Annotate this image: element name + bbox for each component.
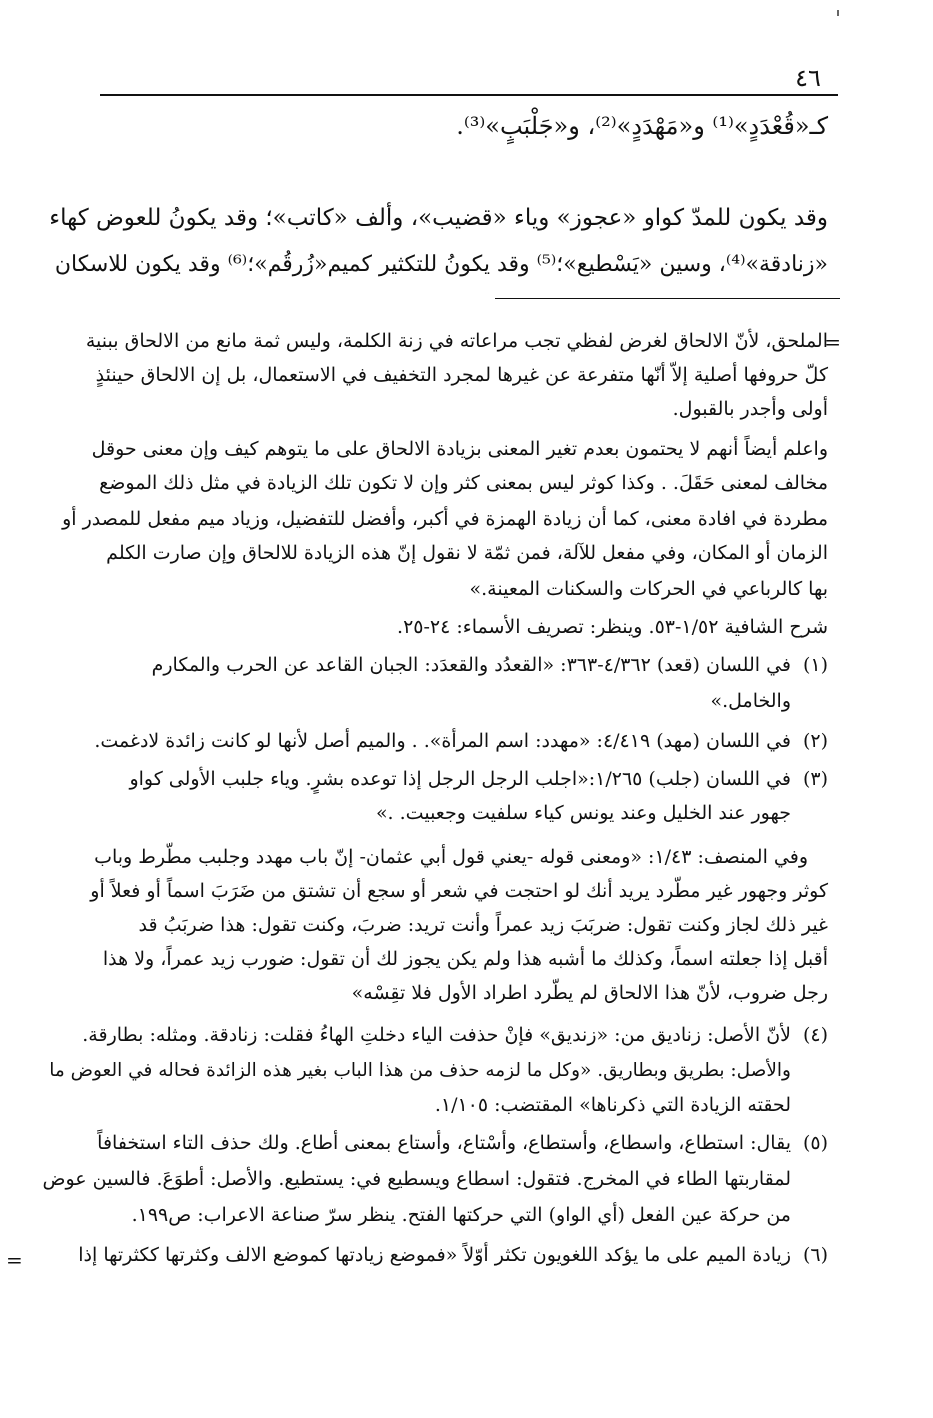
footnote-separator	[495, 298, 840, 299]
footnote-line: مطردة في افادة معنى، كما أن زيادة الهمزة في أكبر، وأفضل للتفضيل، وزياد ميم مفعل للمصدر أو	[62, 508, 828, 530]
footnote-line: والأصل: بطريق وبطاريق. «وكل ما لزمه حذف من هذا الباب بغير هذه الزائدة فحاله في العوض ما	[49, 1060, 791, 1081]
footnote-line: أقبل إذا جعلته اسماً، وكذلك ما أشبه هذا ولم يكن يجوز لك أن تقول: ضورب زيد عمراً، ولا هذا	[102, 948, 828, 970]
footnote-line: أولى وأجدر بالقبول.	[672, 398, 828, 420]
continuation-mark-end: =	[6, 1248, 23, 1272]
footnote-line: جهور عند الخليل وعند يونس كياء سلفيت وجعبيت. .»	[375, 802, 791, 824]
main-line-1: كـ«قُعْدَدٍ»⁽¹⁾ و«مَهْدَدٍ»⁽²⁾، و«جَلْبَبٍ»⁽³⁾.	[456, 112, 828, 140]
footnote-line: كلّ حروفها أصلية إلاّ أنّها متفرعة عن غيرها لمجرد التخفيف في الاستعمال، بل إن الالحاق حينئذٍ	[95, 364, 828, 386]
footnote-line: وفي المنصف: ١/٤٣: «ومعنى قوله -يعني قول أبي عثمان- إنّ باب مهدد وجلبب مطّرط وباب	[94, 846, 808, 868]
footnote-line: والخامل.»	[710, 690, 791, 712]
footnote-line: زيادة الميم على ما يؤكد اللغويون تكثر أوّلاً «فموضع زيادتها كموضع الالف وكثرتها ككثرتها إذا	[78, 1244, 791, 1266]
footnote-line: في اللسان (جلب) ١/٢٦٥:«اجلب الرجل الرجل إذا توعده بشرٍ. وياء جلبب الأولى كواو	[129, 768, 791, 790]
footnote-number: (٣)	[802, 768, 828, 790]
footnote-number: (٢)	[802, 730, 828, 752]
footnote-number: (٤)	[802, 1024, 828, 1046]
main-line-2: وقد يكون للمدّ كواو «عجوز» وياء «قضيب»، وألف «كاتب»؛ وقد يكونُ للعوض كهاء	[49, 205, 828, 231]
footnote-line: في اللسان (مهد) ٤/٤١٩: «مهدد: اسم المرأة». . والميم أصل لأنها لو كانت زائدة لادغمت.	[94, 730, 791, 752]
footnote-line: الزمان أو المكان، وفي مفعل للآلة، فمن ثمّة لا نقول إنّ هذه الزيادة للالحاق وإن صارت الكلم	[106, 542, 828, 564]
footnote-number: (٥)	[802, 1132, 828, 1154]
footnote-line: في اللسان (قعد) ٤/٣٦٢-٣٦٣: «القعدُد والقعدَد: الجبان القاعد عن الحرب والمكارم	[151, 654, 791, 676]
footnote-line: لحقته الزيادة التي ذكرناها» المقتضب: ١/١٠٥.	[434, 1094, 791, 1116]
page-number: ٤٦	[795, 64, 821, 92]
footnote-line: لأنّ الأصل: زناديق من: «زنديق» فإنْ حذفت الياء دخلتِ الهاءُ فقلت: زنادقة. ومثله: بطارقة.	[82, 1024, 791, 1046]
footnote-line: واعلم أيضاً أنهم لا يحتمون بعدم تغير المعنى بزيادة الالحاق على ما يتوهم كيف وإن معنى حوقل	[91, 438, 828, 460]
continuation-mark: =	[824, 330, 841, 354]
footnote-line: شرح الشافية ١/٥٢-٥٣. وينظر: تصريف الأسماء: ٢٤-٢٥.	[397, 616, 828, 638]
footnote-line: كوثر وجهور غير مطّرد يريد أنك لو احتجت في شعر أو سجع أن تشتق من ضَرَبَ اسماً أو فعلاً أو	[90, 880, 828, 902]
footnote-line: غير ذلك لجاز وكنت تقول: ضربَبَ زيد عمراً وأنت تريد: ضربَ، وكنت تقول: هذا ضربَبُ قد	[138, 914, 828, 936]
footnote-line: بها كالرباعي في الحركات والسكنات المعينة.»	[469, 578, 828, 600]
footnote-line: من حركة عين الفعل (أي الواو) التي حركتها الفتح. ينظر سرّ صناعة الاعراب: ص١٩٩.	[131, 1204, 791, 1226]
footnote-line: يقال: استطاع، واسطاع، وأستطاع، وأسْتاع، وأستاع بمعنى أطاع. ولك حذف التاء استخفافاً	[97, 1132, 791, 1154]
scan-mark	[837, 10, 839, 16]
footnote-number: (٦)	[802, 1244, 828, 1266]
footnote-line: الملحق، لأنّ الالحاق لغرض لفظي تجب مراعاته في زنة الكلمة، وليس ثمة مانع من الالحاق ببنية	[85, 330, 828, 352]
header-rule	[100, 94, 838, 96]
footnote-line: لمقاربتها الطاء في المخرج. فتقول: اسطاع ويسطيع في: يستطيع. والأصل: أطوَعَ. فالسين عوض	[42, 1168, 791, 1190]
main-line-3: «زنادقة»⁽⁴⁾، وسين «يَسْطيع»؛⁽⁵⁾ وقد يكونُ للتكثير كميم«زُرقُم»؛⁽⁶⁾ وقد يكون للاسكان	[54, 252, 828, 277]
footnote-line: رجل ضروب، لأنّ هذا الالحاق لم يطّرد اطراد الأول فلا تقِسْه»	[351, 982, 828, 1004]
footnote-number: (١)	[802, 654, 828, 676]
footnote-line: مخالف لمعنى حَقَلَ. . وكذا كوثر ليس بمعنى كثر وإن لا تكون تلك الزيادة في مثل ذلك الموضع	[99, 472, 828, 494]
